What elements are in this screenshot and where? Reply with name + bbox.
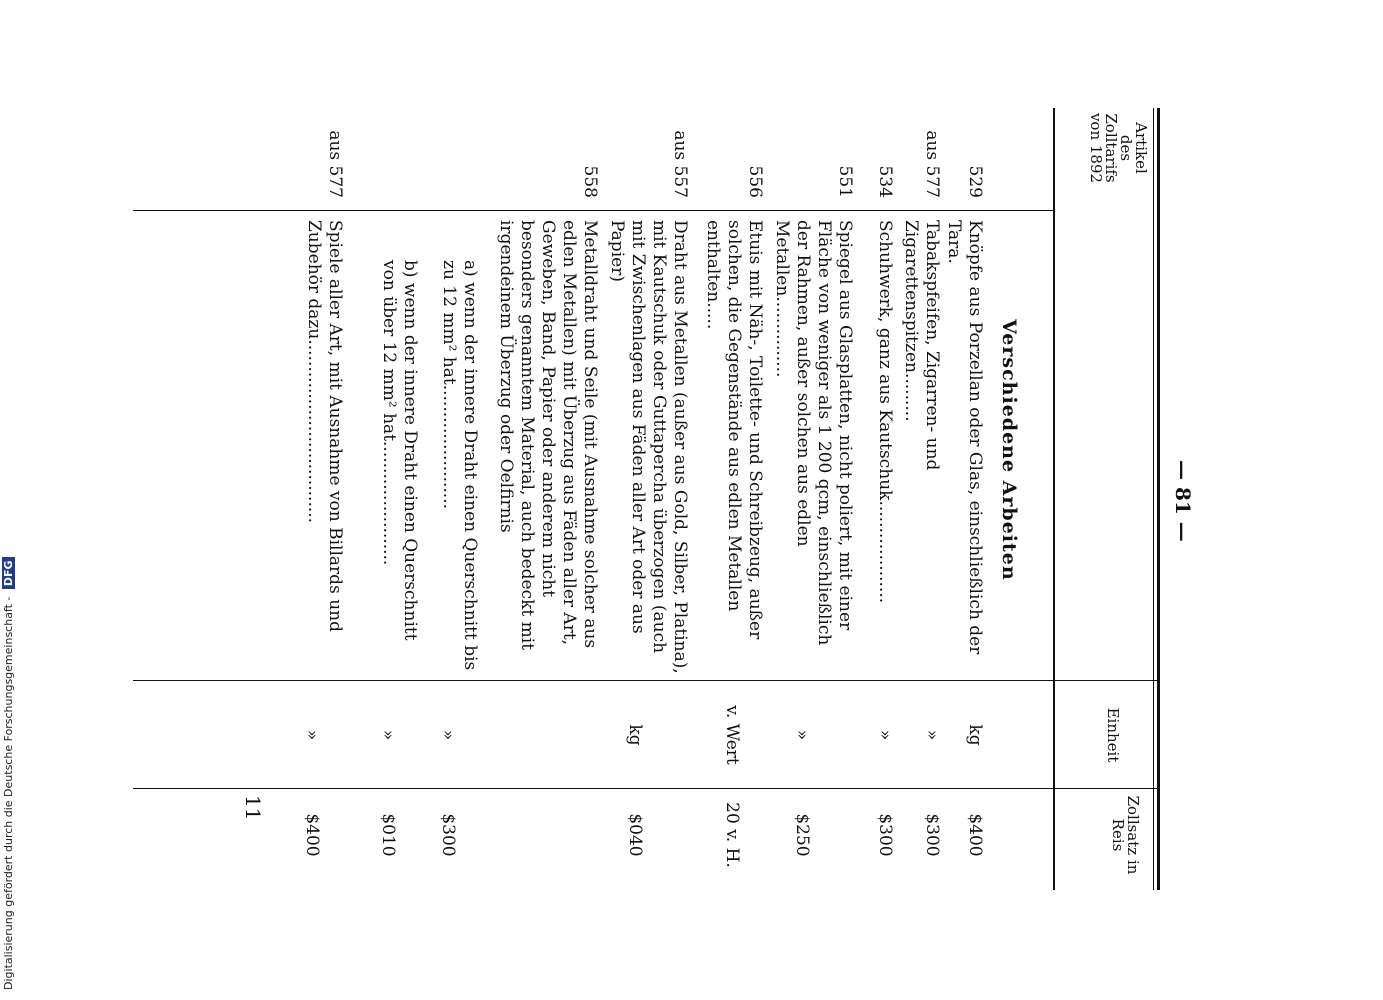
row-text: Knöpfe aus Porzellan oder Glas, einschließlich der Tara. [944, 220, 985, 655]
column-rule-duty [133, 788, 1053, 789]
row-article: aus 577 [325, 130, 345, 198]
row-article: 556 [745, 165, 765, 198]
row-text: Schuhwerk, ganz aus Kautschuk................... [875, 220, 895, 604]
row-text: Spiele aller Art, mit Ausnahme von Billards und Zubehör dazu.................................. [304, 220, 345, 632]
row-unit: » [875, 729, 895, 741]
row-text: Etuis mit Näh-, Toilette- und Schreibzeug, außer solchen, die Gegenstände aus edlen Metallen enthalten..... [703, 220, 765, 640]
row-unit: » [438, 729, 458, 741]
row-duty: $300 [875, 813, 895, 857]
column-rule-article [133, 210, 1053, 211]
row-unit: » [922, 729, 942, 741]
rotated-page [130, 100, 1195, 880]
header-unit: Einheit [1104, 707, 1122, 763]
row-text: Draht aus Metallen (außer aus Gold, Silber, Platina), mit Kautschuk oder Guttapercha überzogen (auch mit Zwischenlagen aus Fäden aller Art oder aus Papier) [607, 220, 690, 674]
column-rule-unit [1053, 788, 1160, 789]
header-rule [1053, 108, 1055, 890]
row-article: 534 [875, 165, 895, 198]
row-duty: 20 v. H. [722, 802, 742, 868]
row-text-sub: b) wenn der innere Draht einen Querschnitt von über 12 mm² hat....................... [379, 260, 420, 641]
row-duty: $300 [922, 813, 942, 857]
header-article: Artikel des Zolltarifs von 1892 [1087, 112, 1150, 184]
row-unit: kg [965, 724, 985, 746]
column-rule-text [133, 680, 1160, 681]
row-text: Spiegel aus Glasplatten, nicht poliert, mit einer Fläche von weniger als 1 200 qcm, einschließlich der Rahmen, außer solchen aus edlen Metallen............... [772, 220, 855, 646]
row-duty: $010 [378, 813, 398, 857]
row-duty: $250 [792, 813, 812, 857]
row-unit: » [302, 729, 322, 741]
row-text: Metalldraht und Seile (mit Ausnahme solcher aus edlen Metallen) mit Überzug aus Fäden aller Art, Geweben, Band, Papier oder anderem nicht besonders genanntem Material, auch bedeckt mit irgendeinem Überzug oder Oelfirnis [496, 220, 600, 651]
row-article: aus 577 [922, 130, 942, 198]
row-duty: $040 [625, 813, 645, 857]
row-duty: $300 [438, 813, 458, 857]
row-unit: » [378, 729, 398, 741]
row-article: 558 [580, 165, 600, 198]
row-article: 551 [835, 165, 855, 198]
table-top-rule-thin [1153, 108, 1154, 890]
signature-mark: 11 [241, 795, 265, 821]
row-text: Tabakspfeifen, Zigarren- und Zigarettenspitzen......... [901, 220, 942, 471]
digitization-footer [2, 557, 15, 990]
section-title: Verschiedene Arbeiten [998, 319, 1020, 581]
row-text-sub: a) wenn der innere Draht einen Querschnitt bis zu 12 mm² hat....................... [439, 260, 480, 671]
table-top-rule [1157, 108, 1160, 890]
footer-text: Digitalisierung gefördert durch die Deutsche Forschungsgemeinschaft - [2, 596, 15, 990]
row-unit: kg [625, 724, 645, 746]
row-article: aus 557 [670, 130, 690, 198]
row-duty: $400 [302, 813, 322, 857]
dfg-logo: DFG [2, 557, 15, 589]
row-article: 529 [965, 165, 985, 198]
page-number: — 81 — [1171, 460, 1195, 542]
row-duty: $400 [965, 813, 985, 857]
row-unit: » [792, 729, 812, 741]
header-duty: Zollsatz in Reis [1109, 795, 1142, 875]
row-unit: v. Wert [722, 705, 742, 765]
